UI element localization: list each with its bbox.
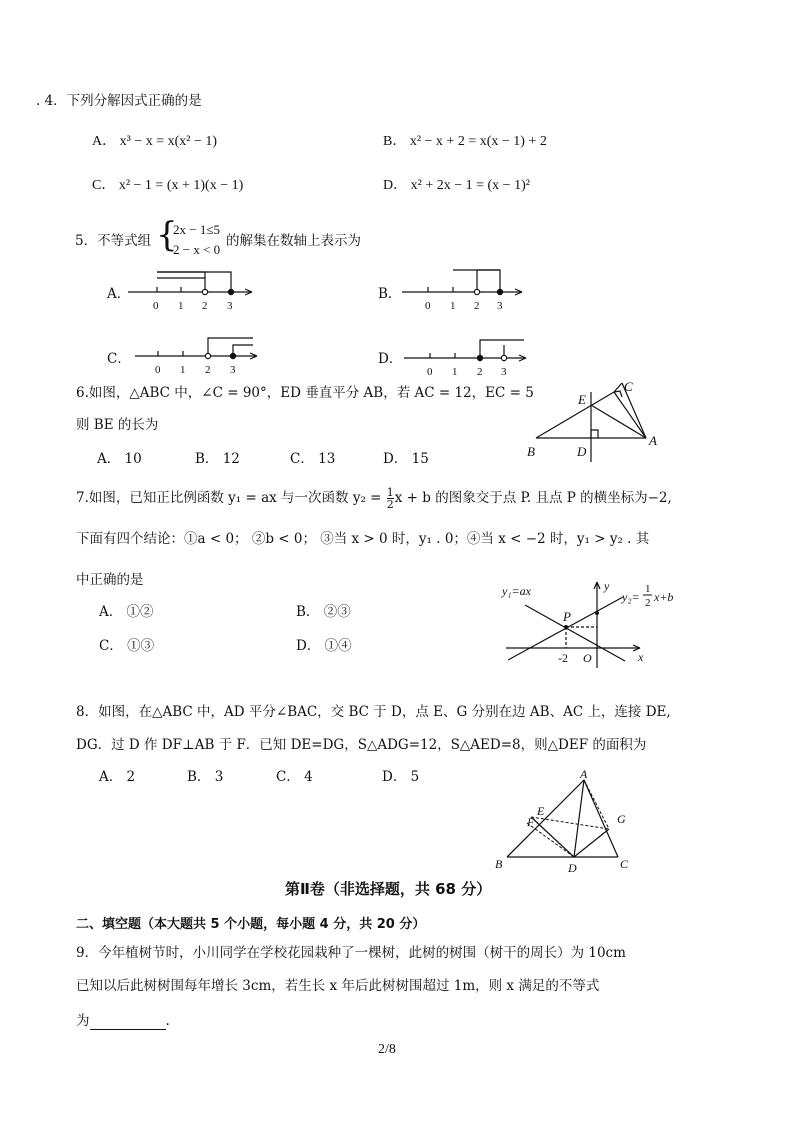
q7-option-a: A． ①②: [99, 604, 154, 620]
tick-d-0: 0: [427, 366, 433, 378]
q7-option-c: C． ①③: [99, 638, 155, 654]
q5-stem-suffix: 的解集在数轴上表示为: [226, 233, 361, 249]
q7-option-b: B． ②③: [296, 604, 351, 620]
tick-d-3: 3: [501, 366, 507, 378]
part2-title: 第Ⅱ卷（非选择题，共 68 分）: [285, 880, 492, 898]
q8-label-a: A: [580, 767, 588, 781]
q9-line1: 9．今年植树节时，小川同学在学校花园栽种了一棵树，此树的树围（树干的周长）为 10cm: [76, 945, 626, 961]
tick-b-3: 3: [497, 300, 503, 312]
q7-label-y2-prefix: y₂=: [622, 590, 640, 604]
q6-option-a: A． 10: [97, 451, 142, 467]
q9-answer-blank[interactable]: [90, 1015, 166, 1030]
tick-a-1: 1: [178, 300, 184, 312]
q8-label-d: D: [568, 861, 577, 875]
page-number: 2/8: [378, 1042, 396, 1057]
q5-system-line2: 2 − x < 0: [173, 242, 221, 257]
q6-option-b: B． 12: [195, 451, 240, 467]
q7-stem-line2: 下面有四个结论：①a < 0； ②b < 0； ③当 x > 0 时，y₁ . 0；④当 x < −2 时，y₁ > y₂ . 其: [76, 531, 650, 547]
q7-stem-line1: 7.如图，已知正比例函数 y₁ = ax 与一次函数 y₂ = $\frac{1}{2}$ x + b 的图象交于点 P. 且点 P 的横坐标为−2,: [76, 486, 672, 511]
q5-option-a-label: A．: [107, 286, 131, 302]
q7-label-y2-den: 2: [645, 597, 651, 609]
q7-label-x-axis: x: [638, 650, 644, 664]
q7-label-y2-num: 1: [645, 583, 651, 595]
q7-label-p: P: [563, 609, 571, 624]
q9-line2: 已知以后此树树围每年增长 3cm，若生长 x 年后此树树围超过 1m，则 x 满足的不等式: [76, 978, 600, 994]
q4-option-a: A． x³ − x = x(x² − 1): [92, 134, 218, 149]
q6-label-a: A: [649, 433, 657, 448]
q6-label-e: E: [578, 392, 586, 407]
q7-stem-line3: 中正确的是: [76, 572, 144, 588]
q8-stem-line1: 8．如图，在△ABC 中，AD 平分∠BAC，交 BC 于 D，点 E、G 分别在边 AB、AC 上，连接 DE,: [76, 704, 671, 720]
q6-option-c: C． 13: [290, 451, 336, 467]
tick-d-1: 1: [452, 366, 458, 378]
q7-option-d: D． ①④: [296, 638, 352, 654]
tick-b-1: 1: [450, 300, 456, 312]
q8-label-e: E: [537, 804, 545, 818]
q6-stem-line2: 则 BE 的长为: [76, 417, 159, 433]
q8-stem-line2: DG．过 D 作 DF⊥AB 于 F．已知 DE=DG，S△ADG=12，S△AED=8，则△DEF 的面积为: [76, 737, 647, 753]
q8-option-d: D． 5: [382, 769, 420, 785]
q6-label-c: C: [624, 379, 633, 394]
q6-stem-line1: 6.如图，△ABC 中，∠C = 90°，ED 垂直平分 AB，若 AC = 12，EC = 5: [76, 385, 534, 401]
tick-c-1: 1: [180, 364, 186, 376]
q5-system-line1: 2x − 1≤5: [173, 222, 220, 237]
tick-a-2: 2: [202, 300, 208, 312]
q5-brace: {: [156, 215, 178, 255]
tick-c-3: 3: [230, 364, 236, 376]
q7-label-neg2: -2: [558, 651, 568, 665]
q6-label-b: B: [527, 444, 535, 459]
tick-c-0: 0: [155, 364, 161, 376]
q7-label-y2-suffix: x+b: [654, 590, 674, 604]
tick-a-0: 0: [153, 300, 159, 312]
q6-option-d: D． 15: [383, 451, 429, 467]
q8-option-b: B． 3: [187, 769, 224, 785]
q4-option-d: D． x² + 2x − 1 = (x − 1)²: [383, 178, 530, 193]
q7-label-origin: O: [583, 651, 592, 665]
q9-line3: 为 .: [76, 1013, 170, 1029]
q5-option-b-label: B．: [378, 286, 402, 302]
q5-option-d-label: D．: [378, 351, 403, 367]
q5-stem-prefix: 5．不等式组: [75, 233, 152, 249]
q8-label-c: C: [620, 857, 629, 871]
q5-option-c-label: C．: [107, 351, 131, 367]
q8-option-c: C． 4: [276, 769, 313, 785]
tick-c-2: 2: [205, 364, 211, 376]
q4-option-c: C． x² − 1 = (x + 1)(x − 1): [92, 178, 244, 193]
tick-a-3: 3: [227, 300, 233, 312]
tick-d-2: 2: [477, 366, 483, 378]
tick-b-0: 0: [425, 300, 431, 312]
q6-label-d: D: [577, 444, 587, 459]
q7-label-y1: y₁=ax: [502, 584, 531, 598]
section2-title: 二、填空题（本大题共 5 个小题，每小题 4 分，共 20 分）: [76, 917, 426, 932]
q4-stem: . 4．下列分解因式正确的是: [36, 93, 202, 109]
q8-label-g: G: [617, 812, 626, 826]
q4-option-b: B． x² − x + 2 = x(x − 1) + 2: [383, 134, 547, 149]
q8-label-b: B: [495, 857, 503, 871]
q7-label-y-axis: y: [604, 579, 610, 593]
q8-label-f: F: [527, 815, 535, 829]
q8-option-a: A． 2: [99, 769, 136, 785]
tick-b-2: 2: [474, 300, 480, 312]
